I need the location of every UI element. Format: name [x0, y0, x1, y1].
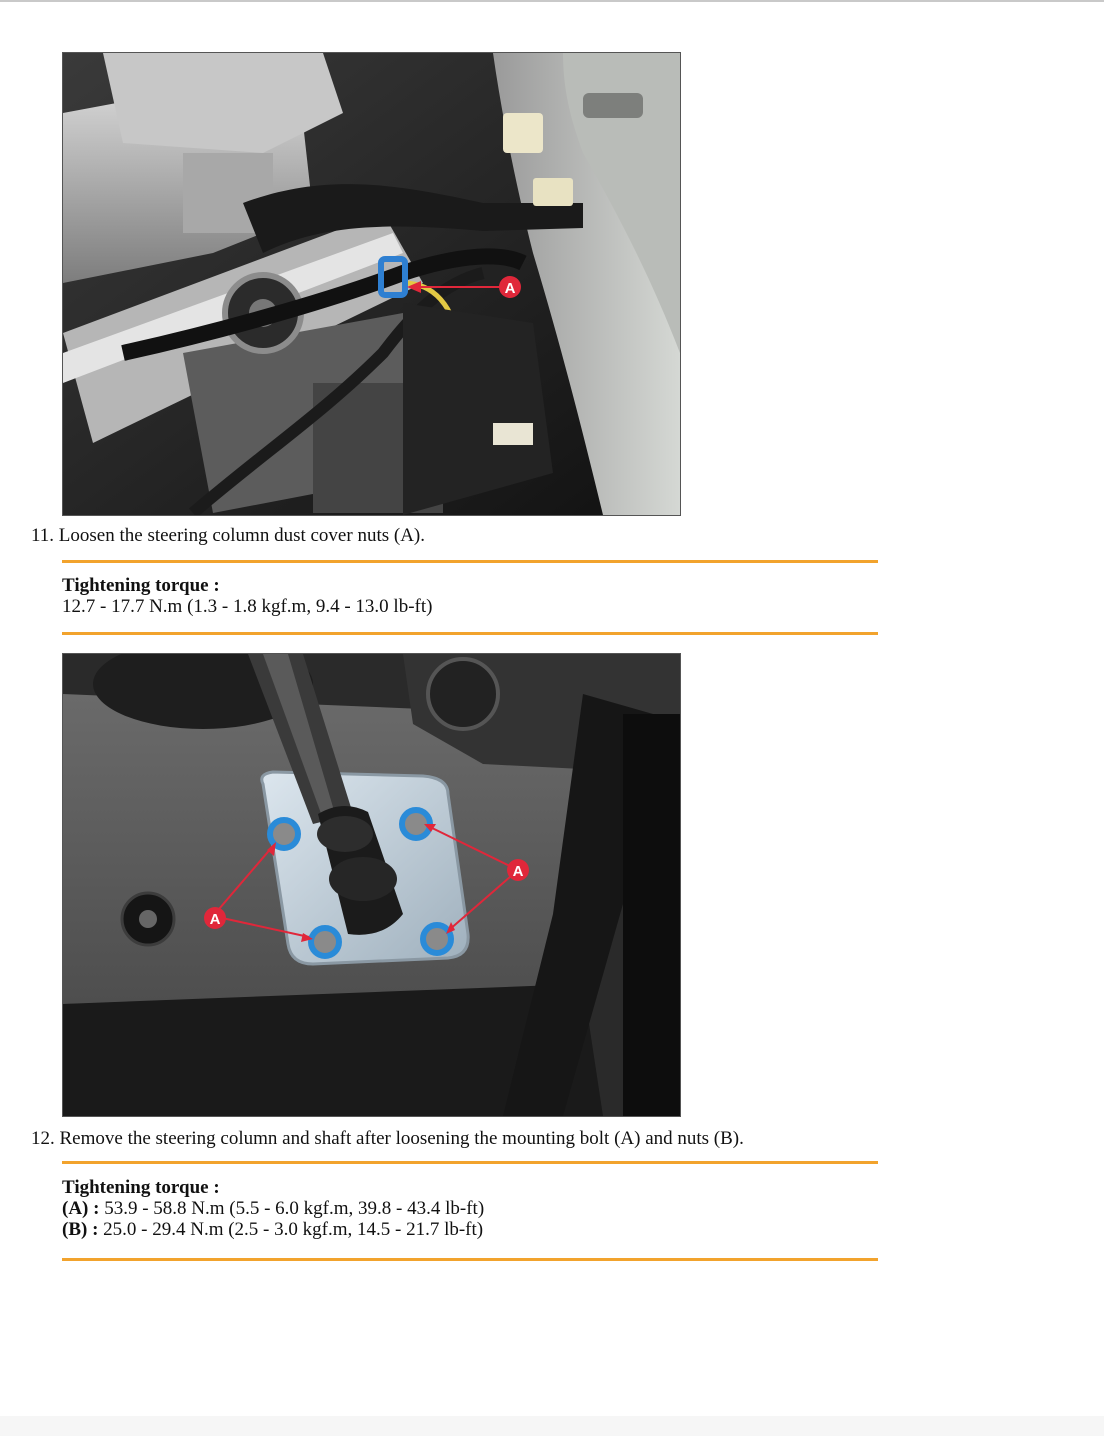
step-11-instruction: 11. Loosen the steering column dust cover nuts (A). — [31, 525, 425, 546]
callout-a-left-label: A — [209, 911, 221, 928]
callout-a-right-label: A — [512, 863, 524, 880]
torque-a-row — [62, 1198, 484, 1219]
callout-a-label: A — [504, 280, 516, 297]
spec-top-rule — [62, 560, 878, 563]
torque-heading: Tightening torque : — [62, 575, 220, 596]
torque-a-value: 53.9 - 58.8 N.m (5.5 - 6.0 kgf.m, 39.8 - 43.4 lb-ft) — [99, 1198, 485, 1219]
torque-b-row — [62, 1219, 484, 1240]
dust-cover-illustration — [63, 654, 680, 1116]
torque-heading: Tightening torque : — [62, 1177, 220, 1198]
torque-b-label: (B) : — [62, 1219, 99, 1240]
spec-bottom-rule — [62, 1258, 878, 1261]
page-footer-band — [0, 1416, 1104, 1436]
torque-value: 12.7 - 17.7 N.m (1.3 - 1.8 kgf.m, 9.4 - 13.0 lb-ft) — [62, 596, 433, 617]
torque-a-label: (A) : — [62, 1198, 100, 1219]
steering-column-illustration — [63, 53, 680, 515]
spec-bottom-rule — [62, 632, 878, 635]
dust-cover-photo — [62, 653, 681, 1117]
spec-top-rule — [62, 1161, 878, 1164]
top-border — [0, 0, 1104, 2]
torque-b-value: 25.0 - 29.4 N.m (2.5 - 3.0 kgf.m, 14.5 - 21.7 lb-ft) — [98, 1219, 484, 1240]
step-12-instruction: 12. Remove the steering column and shaft after loosening the mounting bolt (A) and nuts (B). — [31, 1128, 744, 1149]
step-11-torque-spec — [62, 575, 432, 617]
step-12-torque-spec — [62, 1177, 484, 1240]
steering-column-photo — [62, 52, 681, 516]
